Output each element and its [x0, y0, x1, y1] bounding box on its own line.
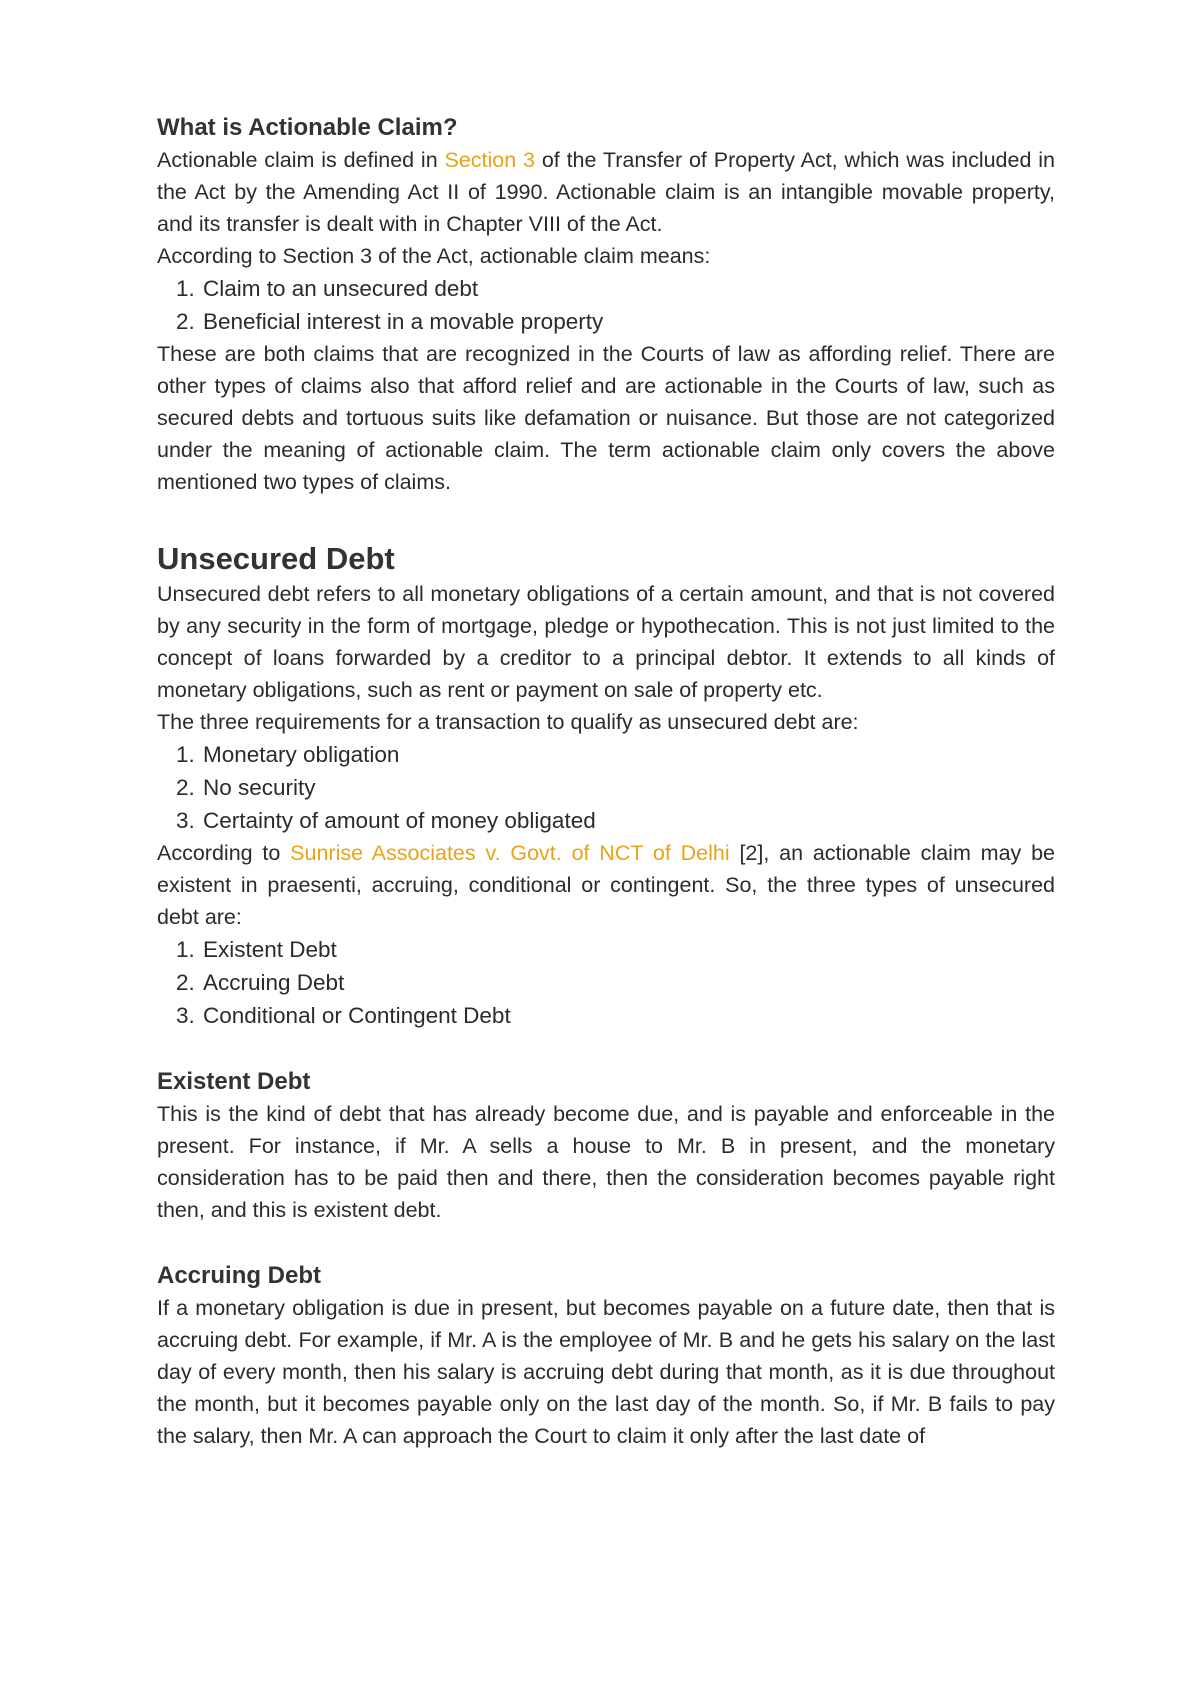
list-item: 3. Conditional or Contingent Debt: [201, 999, 1055, 1032]
paragraph-text: [2], an actionable claim may be existent in praesenti, accruing, conditional or contingent. So, the three types of unsecured debt are:: [157, 841, 1055, 929]
paragraph-accruing-debt: If a monetary obligation is due in present, but becomes payable on a future date, then that is accruing debt. For example, if Mr. A is the employee of Mr. B and he gets his salary on the last day of every month, then his salary is accruing debt during that month, as it is due throughout the month, but it becomes payable only on the last day of the month. So, if Mr. B fails to pay the salary, then Mr. A can approach the Court to claim it only after the last date of: [157, 1296, 1055, 1448]
paragraph-text: of the Transfer of Property Act, which was included in the Act by the Amending Act II of 1990. Actionable claim is an intangible movable property, and its transfer is dealt with in Chapter VIII of the Act.: [157, 148, 1055, 236]
list-item: 3. Certainty of amount of money obligated: [201, 804, 1055, 837]
list-item: 1. Claim to an unsecured debt: [201, 272, 1055, 305]
paragraph-sunrise-associates: [157, 837, 1055, 933]
paragraph-text: According to: [157, 841, 291, 865]
heading-unsecured-debt: Unsecured Debt: [157, 541, 395, 576]
paragraph-unsecured-debt-definition: Unsecured debt refers to all monetary obligations of a certain amount, and that is not covered by any security in the form of mortgage, pledge or hypothecation. This is not just limited to the concept of loans forwarded by a creditor to a principal debtor. It extends to all kinds of monetary obligations, such as rent or payment on sale of property etc.: [157, 582, 1055, 702]
paragraph-text: Actionable claim is defined in: [157, 148, 445, 172]
list-debt-types: [157, 933, 1055, 1032]
link-section-3[interactable]: Section 3: [444, 148, 535, 172]
list-item: 2. Beneficial interest in a movable property: [201, 305, 1055, 338]
paragraph-three-requirements: The three requirements for a transaction to qualify as unsecured debt are:: [157, 710, 859, 734]
list-actionable-claim-means: [157, 272, 1055, 338]
list-item: 2. Accruing Debt: [201, 966, 1055, 999]
list-requirements: [157, 738, 1055, 837]
paragraph-according-to: According to Section 3 of the Act, actionable claim means:: [157, 244, 711, 268]
list-item: 2. No security: [201, 771, 1055, 804]
paragraph-recognized-claims: These are both claims that are recognized in the Courts of law as affording relief. There are other types of claims also that afford relief and are actionable in the Courts of law, such as secured debts and tortuous suits like defamation or nuisance. But those are not categorized under the meaning of actionable claim. The term actionable claim only covers the above mentioned two types of claims.: [157, 342, 1055, 494]
heading-accruing-debt: Accruing Debt: [157, 1262, 322, 1289]
paragraph-existent-debt: This is the kind of debt that has already become due, and is payable and enforceable in the present. For instance, if Mr. A sells a house to Mr. B in present, and the monetary consideration has to be paid then and there, then the consideration becomes payable right then, and this is existent debt.: [157, 1102, 1055, 1222]
list-item: 1. Existent Debt: [201, 933, 1055, 966]
list-item: 1. Monetary obligation: [201, 738, 1055, 771]
heading-what-is-actionable-claim: What is Actionable Claim?: [157, 114, 458, 141]
paragraph-definition: [157, 144, 1055, 240]
heading-existent-debt: Existent Debt: [157, 1068, 311, 1095]
link-sunrise-associates[interactable]: Sunrise Associates v. Govt. of NCT of Delhi: [290, 841, 730, 865]
